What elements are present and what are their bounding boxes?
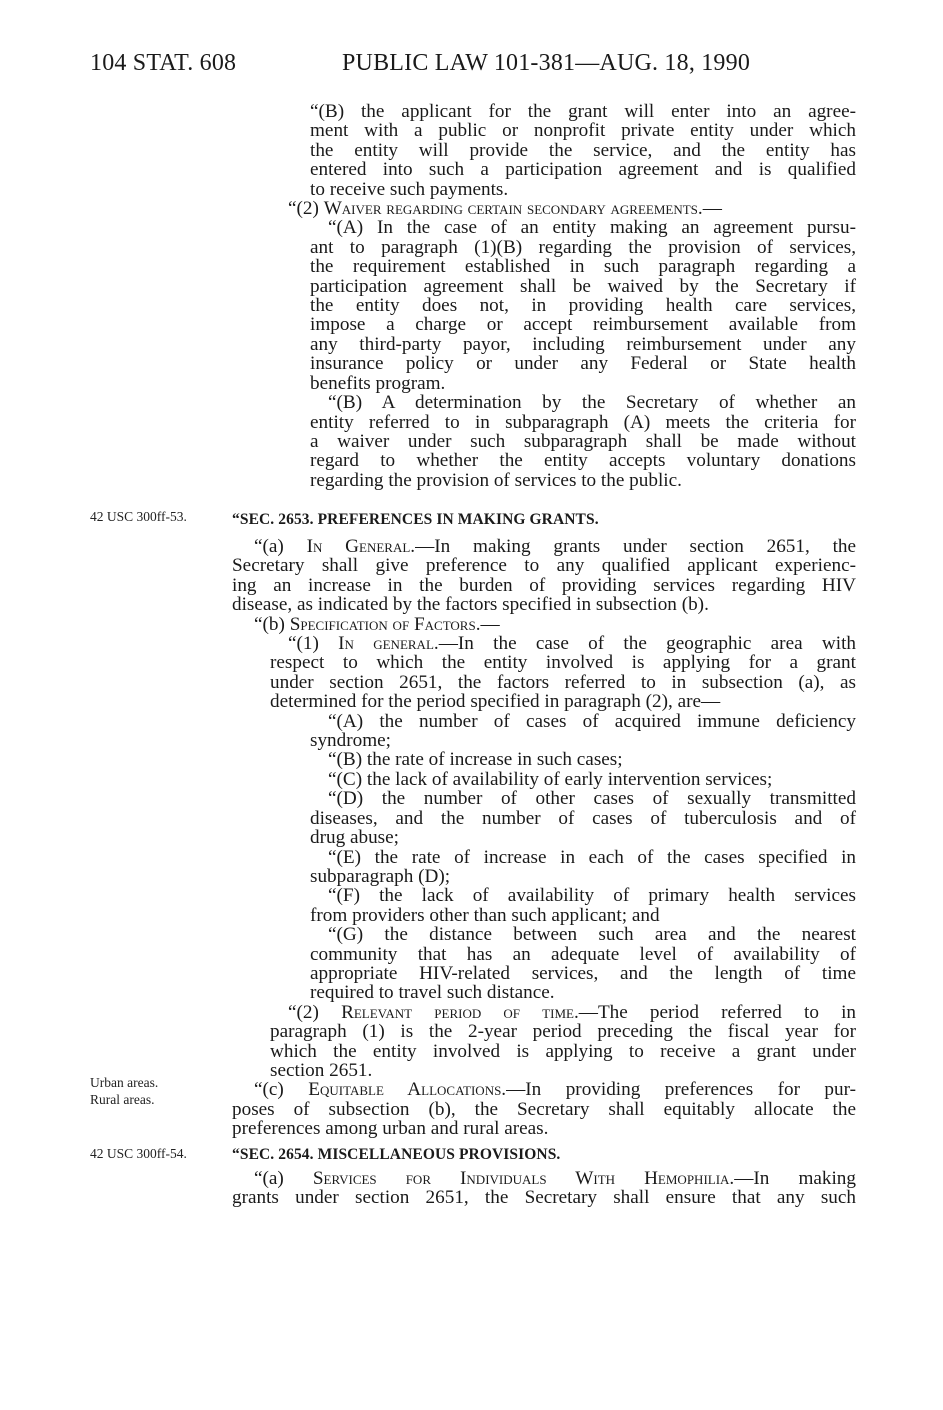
subsection-c-equitable	[232, 1080, 856, 1138]
factor-g	[310, 925, 856, 1003]
factor-e	[310, 848, 856, 887]
text-line: section 2651.	[270, 1059, 373, 1081]
text-line: disease, as indicated by the factors specified in subsection (b).	[232, 594, 709, 616]
subsection-b-heading	[232, 615, 856, 634]
text-line: “(A) In the case of an entity making an agreement pursu-	[328, 217, 856, 239]
text-line: insurance policy or under any Federal or State health	[310, 353, 856, 375]
text-line	[232, 537, 856, 556]
paragraph-number: “(2)	[288, 1001, 342, 1023]
subsection-heading: In General.	[306, 536, 416, 557]
text-line: “(G) the distance between such area and the nearest	[328, 924, 856, 946]
clause-b-applicant	[232, 102, 856, 199]
subsection-number: “(c)	[254, 1079, 309, 1101]
factor-b: “(B) the rate of increase in such cases;	[328, 749, 623, 771]
paragraph-heading: In general.	[338, 633, 439, 655]
section-2652-continuation	[232, 102, 856, 490]
waiver-heading: Waiver regarding certain secondary agreements.	[323, 198, 703, 220]
paragraph-number: “(2)	[288, 198, 324, 220]
text-line: any third-party payor, including reimbursement under any	[310, 333, 856, 355]
text-line: the requirement established in such paragraph regarding a	[310, 256, 856, 278]
subsection-heading: Services for Individuals With Hemophilia.	[312, 1168, 735, 1189]
clause-a-waiver	[232, 218, 856, 393]
text-run: —In providing preferences for pur-	[506, 1079, 856, 1101]
section-2654-body	[232, 1169, 856, 1208]
text-line	[270, 1003, 856, 1022]
subsection-number: “(a)	[254, 536, 307, 557]
text-line: “(B) the applicant for the grant will enter into an agree-	[310, 101, 856, 122]
clause-b-determination	[232, 393, 856, 490]
heading-dash: —	[480, 613, 500, 635]
text-line: ing an increase in the burden of providing services regarding HIV	[232, 574, 856, 596]
text-line: “(F) the lack of availability of primary health services	[328, 885, 856, 907]
text-line: ant to paragraph (1)(B) regarding the provision of services,	[310, 236, 856, 258]
factor-list	[232, 712, 856, 1003]
text-line: “(B) A determination by the Secretary of whether an	[328, 392, 856, 414]
text-line	[232, 1080, 856, 1099]
subsection-number: “(b)	[254, 613, 290, 635]
text-line: the entity will provide the service, and the entity has	[310, 139, 856, 161]
text-run: —In the case of the geographic area with	[438, 633, 856, 655]
text-line: the entity does not, in providing health care services,	[310, 295, 856, 317]
text-line: under section 2651, the factors referred to in subsection (a), as	[270, 671, 856, 693]
subsection-heading: Specification of Factors.	[289, 613, 481, 635]
text-line	[232, 1169, 856, 1188]
section-2653-heading: “SEC. 2653. PREFERENCES IN MAKING GRANTS.	[232, 511, 599, 528]
text-line: impose a charge or accept reimbursement available from	[310, 314, 856, 336]
margin-note-rural: Rural areas.	[90, 1092, 155, 1107]
text-line: determined for the period specified in paragraph (2), are—	[270, 691, 721, 713]
text-run: —The period referred to in	[578, 1001, 857, 1023]
text-line: ment with a public or nonprofit private entity under which	[310, 120, 856, 142]
text-line: appropriate HIV-related services, and the length of time	[310, 962, 856, 984]
text-line: Secretary shall give preference to any qualified applicant experienc-	[232, 555, 856, 577]
text-line: participation agreement shall be waived by the Secretary if	[310, 275, 856, 297]
text-line: paragraph (1) is the 2-year period preceding the fiscal year for	[270, 1021, 856, 1043]
factor-d	[310, 789, 856, 847]
text-line: preferences among urban and rural areas.	[232, 1118, 549, 1140]
text-line: poses of subsection (b), the Secretary shall equitably allocate the	[232, 1098, 856, 1120]
heading-dash: —	[702, 198, 722, 220]
page-title: PUBLIC LAW 101-381—AUG. 18, 1990	[342, 50, 751, 76]
text-line: “(A) the number of cases of acquired immune deficiency	[328, 710, 856, 732]
text-line: entered into such a participation agreement and is qualified	[310, 159, 856, 181]
margin-note-urban: Urban areas.	[90, 1075, 159, 1090]
text-line: regarding the provision of services to the public.	[310, 469, 682, 491]
margin-note-usc-53: 42 USC 300ff-53.	[90, 509, 187, 524]
section-2653-body	[232, 537, 856, 1139]
text-line	[270, 634, 856, 653]
text-line: drug abuse;	[310, 827, 399, 849]
text-line: syndrome;	[310, 730, 392, 752]
text-line: community that has an adequate level of availability of	[310, 943, 856, 965]
subsection-a-hemophilia	[232, 1169, 856, 1208]
text-run: —In making	[734, 1168, 856, 1189]
text-line: diseases, and the number of cases of tuberculosis and of	[310, 807, 856, 829]
paragraph-2-relevant-period	[232, 1003, 856, 1081]
text-line: which the entity involved is applying to receive a grant under	[270, 1040, 856, 1062]
text-line: to receive such payments.	[310, 178, 509, 200]
text-line: entity referred to in subparagraph (A) meets the criteria for	[310, 411, 856, 433]
subsection-number: “(a)	[254, 1168, 313, 1189]
text-line: “(E) the rate of increase in each of the cases specified in	[328, 846, 856, 868]
paragraph-1-general	[232, 634, 856, 712]
text-line: grants under section 2651, the Secretary shall ensure that any such	[232, 1187, 856, 1209]
text-line: subparagraph (D);	[310, 865, 451, 887]
factor-f	[310, 886, 856, 925]
text-line: benefits program.	[310, 372, 446, 394]
paragraph-2-waiver-heading	[232, 199, 856, 218]
text-line: a waiver under such subparagraph shall be made without	[310, 430, 856, 452]
text-line: regard to whether the entity accepts voluntary donations	[310, 450, 856, 472]
paragraph-number: “(1)	[288, 633, 339, 655]
text-run: —In making grants under section 2651, the	[415, 536, 857, 557]
section-2654-heading: “SEC. 2654. MISCELLANEOUS PROVISIONS.	[232, 1146, 561, 1163]
margin-note-usc-54: 42 USC 300ff-54.	[90, 1146, 187, 1161]
subsection-heading: Equitable Allocations.	[308, 1079, 507, 1101]
factor-a	[310, 712, 856, 751]
text-line: “(D) the number of other cases of sexually transmitted	[328, 788, 856, 810]
text-line: required to travel such distance.	[310, 982, 555, 1004]
text-line: respect to which the entity involved is applying for a grant	[270, 652, 856, 674]
subsection-a-general	[232, 537, 856, 615]
paragraph-heading: Relevant period of time.	[341, 1001, 579, 1023]
page-stat-citation: 104 STAT. 608	[90, 50, 237, 76]
factor-c: “(C) the lack of availability of early intervention services;	[328, 768, 773, 790]
text-line: from providers other than such applicant; and	[310, 904, 660, 926]
